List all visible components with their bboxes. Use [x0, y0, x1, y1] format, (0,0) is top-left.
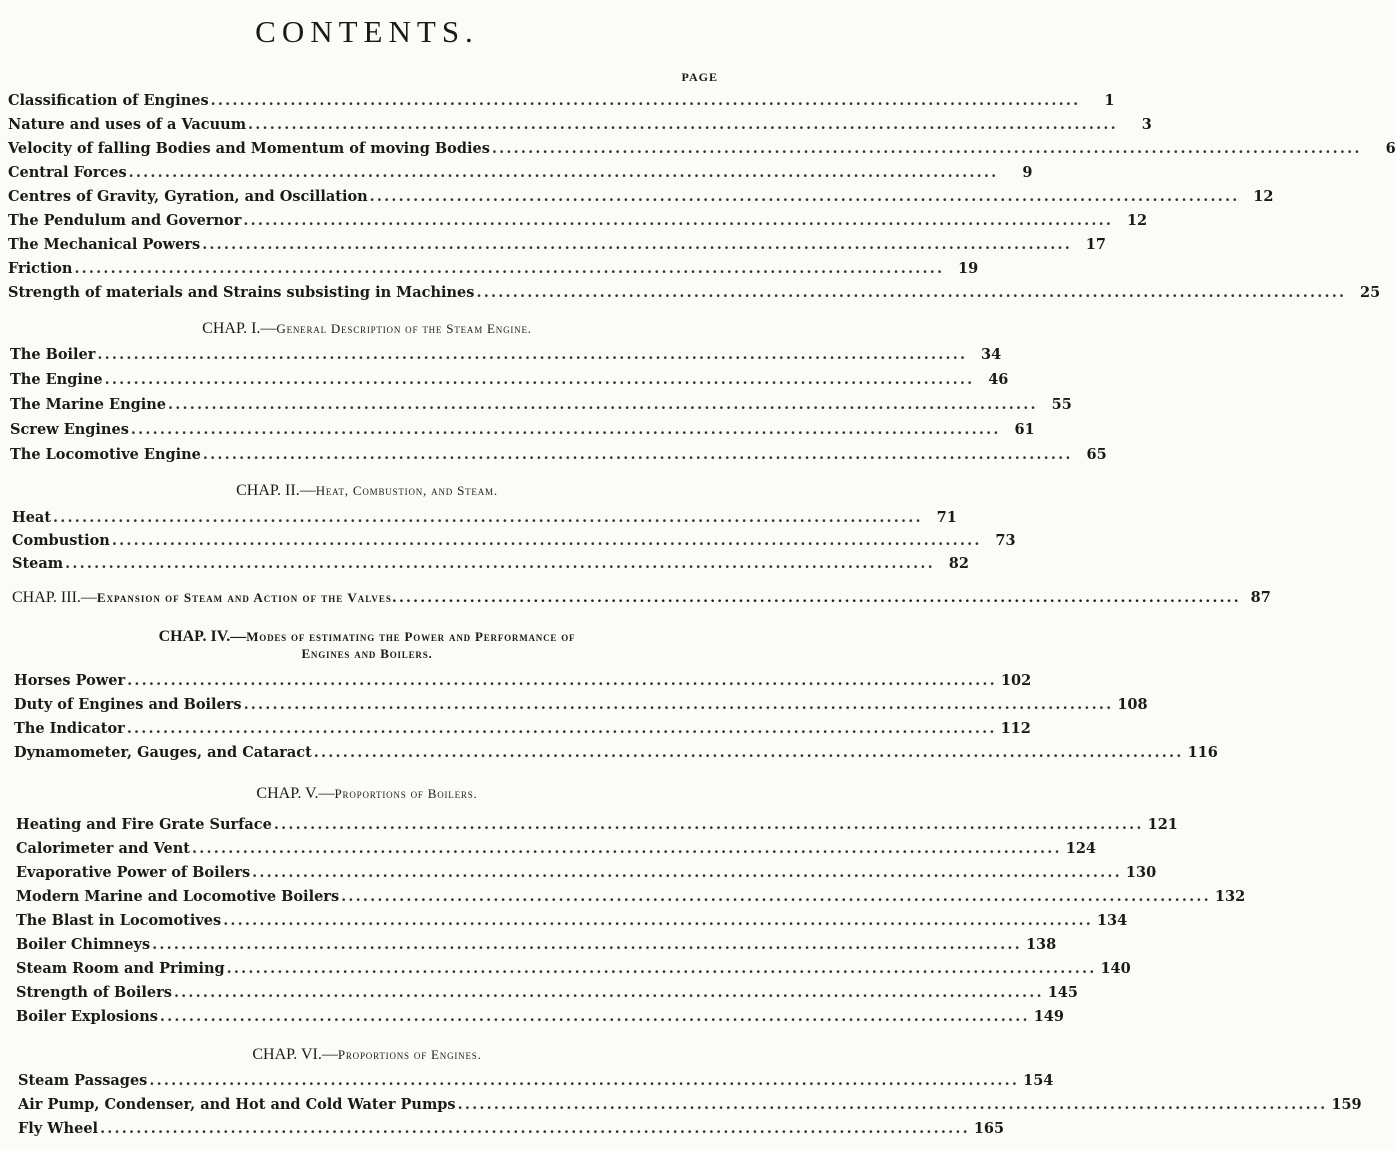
leader-dots: ........................................................................................................................	[341, 888, 1211, 905]
chapter-number: CHAP. V.—	[256, 785, 335, 802]
toc-entry-label: Air Pump, Condenser, and Hot and Cold Water Pumps	[18, 1096, 456, 1113]
toc-entry	[16, 862, 1157, 884]
chapter-heading	[0, 320, 734, 338]
toc-entry-page: 6	[1385, 140, 1396, 157]
toc-entry-page: 108	[1117, 696, 1148, 713]
toc-entry-label: The Locomotive Engine	[10, 446, 201, 463]
toc-entry	[18, 1070, 1054, 1092]
leader-dots: ........................................................................................................................	[391, 590, 1241, 606]
toc-entry-page: 65	[1086, 446, 1107, 463]
leader-dots: ........................................................................................................................	[273, 816, 1144, 833]
toc-entry-page: 138	[1025, 936, 1057, 953]
toc-entry-label: Calorimeter and Vent	[16, 840, 190, 857]
toc-entry-page: 165	[973, 1120, 1005, 1137]
toc-entry-page: 9	[1022, 164, 1033, 181]
toc-entry-label: Friction	[8, 260, 73, 277]
toc-entry	[10, 344, 1002, 366]
toc-entry	[8, 210, 1148, 232]
toc-entry-label: The Pendulum and Governor	[8, 212, 242, 229]
toc-entry	[16, 982, 1078, 1004]
toc-entry-page: 145	[1047, 984, 1078, 1001]
leader-dots: ........................................................................................................................	[104, 371, 975, 388]
leader-dots: ........................................................................................................................	[111, 532, 982, 549]
toc-entry	[8, 114, 1152, 136]
toc-entry-label: Modern Marine and Locomotive Boilers	[16, 888, 340, 905]
toc-entry-label: Strength of Boilers	[16, 984, 172, 1001]
leader-dots: ........................................................................................................................	[152, 936, 1022, 953]
toc-entry-page: 121	[1147, 816, 1178, 833]
toc-entry-label: Heat	[12, 509, 52, 526]
leader-dots: ........................................................................................................................	[252, 864, 1122, 881]
leader-dots: ........................................................................................................................	[159, 1008, 1030, 1025]
chapter-heading	[0, 785, 734, 803]
chapter-heading	[0, 628, 734, 662]
toc-entry-page: 12	[1126, 212, 1148, 229]
chapter-title: Heat, Combustion, and Steam.	[315, 483, 498, 498]
toc-entry-label: The Marine Engine	[10, 396, 167, 413]
toc-entry-page: 25	[1360, 284, 1381, 301]
leader-dots: ........................................................................................................................	[168, 396, 1038, 413]
toc-entry-page: 12	[1253, 188, 1274, 205]
toc-entry-label: Centres of Gravity, Gyration, and Oscillation	[8, 188, 368, 205]
toc-entry	[8, 282, 1381, 304]
toc-entry-page: 112	[1000, 720, 1031, 737]
toc-entry	[12, 530, 1016, 552]
toc-entry-label: Heating and Fire Grate Surface	[16, 816, 272, 833]
toc-entry	[8, 234, 1106, 256]
leader-dots: ........................................................................................................................	[100, 1120, 970, 1137]
toc-entry-page: 46	[988, 371, 1009, 388]
page-column-header: PAGE	[681, 70, 718, 84]
toc-entry	[14, 742, 1218, 764]
leader-dots: ........................................................................................................................	[243, 696, 1114, 713]
leader-dots: ........................................................................................................................	[457, 1096, 1328, 1113]
toc-entry-label: Fly Wheel	[18, 1120, 99, 1137]
toc-entry	[10, 394, 1072, 416]
toc-entry	[16, 934, 1057, 956]
toc-entry-page: 116	[1187, 744, 1218, 761]
toc-entry-label: Combustion	[12, 532, 110, 549]
toc-entry	[16, 1006, 1064, 1028]
leader-dots: ........................................................................................................................	[173, 984, 1044, 1001]
toc-entry-label: Steam Room and Priming	[16, 960, 225, 977]
toc-entry-label: The Boiler	[10, 346, 96, 363]
leader-dots: ........................................................................................................................	[97, 346, 968, 363]
toc-entry	[16, 958, 1131, 980]
toc-entry	[12, 507, 957, 529]
chapter-heading	[12, 587, 1271, 609]
toc-entry	[8, 162, 1033, 184]
toc-entry-label: The Indicator	[14, 720, 125, 737]
toc-entry-page: 3	[1141, 116, 1152, 133]
toc-entry	[14, 670, 1032, 692]
toc-entry	[8, 258, 979, 280]
toc-entry-label: Horses Power	[14, 672, 126, 689]
toc-entry-page: 55	[1051, 396, 1072, 413]
page-title: CONTENTS.	[255, 14, 479, 49]
toc-entry	[14, 718, 1031, 740]
toc-entry-label: Screw Engines	[10, 421, 129, 438]
toc-entry	[16, 838, 1097, 860]
chapter-number: CHAP. II.—	[236, 482, 316, 499]
leader-dots: ........................................................................................................................	[126, 720, 997, 737]
toc-entry-label: Dynamometer, Gauges, and Cataract	[14, 744, 312, 761]
toc-entry	[18, 1118, 1005, 1140]
leader-dots: ........................................................................................................................	[226, 960, 1097, 977]
toc-entry-page: 154	[1023, 1072, 1054, 1089]
toc-entry-page: 132	[1214, 888, 1246, 905]
leader-dots: ........................................................................................................................	[491, 140, 1362, 157]
leader-dots: ........................................................................................................................	[202, 236, 1072, 253]
leader-dots: ........................................................................................................................	[128, 164, 999, 181]
toc-entry-page: 140	[1100, 960, 1131, 977]
toc-entry	[16, 910, 1128, 932]
leader-dots: ........................................................................................................................	[210, 92, 1081, 109]
chapter-title-continued: Engines and Boilers.	[301, 646, 433, 661]
toc-entry	[8, 186, 1274, 208]
leader-dots: ........................................................................................................................	[476, 284, 1347, 301]
leader-dots: ........................................................................................................................	[130, 421, 1001, 438]
leader-dots: ........................................................................................................................	[127, 672, 997, 689]
leader-dots: ........................................................................................................................	[53, 509, 923, 526]
chapter-title: General Description of the Steam Engine.	[276, 321, 532, 336]
toc-entry-label: Boiler Explosions	[16, 1008, 158, 1025]
toc-entry-label: The Blast in Locomotives	[16, 912, 222, 929]
leader-dots: ........................................................................................................................	[313, 744, 1184, 761]
leader-dots: ........................................................................................................................	[248, 116, 1118, 133]
toc-entry-page: 73	[995, 532, 1016, 549]
chapter-number: CHAP. IV.—	[158, 628, 247, 645]
toc-entry	[8, 138, 1396, 160]
leader-dots: ........................................................................................................................	[202, 446, 1073, 463]
toc-entry-page: 149	[1033, 1008, 1064, 1025]
leader-dots: ........................................................................................................................	[74, 260, 945, 277]
toc-entry-page: 130	[1125, 864, 1157, 881]
toc-entry-page: 1	[1104, 92, 1115, 109]
chapter-number: CHAP. VI.—	[252, 1046, 338, 1063]
chapter-title: Modes of estimating the Power and Performance of	[246, 629, 576, 644]
toc-entry-page: 82	[948, 555, 969, 572]
toc-entry-label: Evaporative Power of Boilers	[16, 864, 251, 881]
toc-entry-label: Central Forces	[8, 164, 127, 181]
chapter-number: CHAP. III.—	[12, 589, 97, 606]
toc-entry	[16, 886, 1246, 908]
chapter-title: Expansion of Steam and Action of the Valves	[96, 590, 392, 605]
toc-entry-label: Strength of materials and Strains subsisting in Machines	[8, 284, 475, 301]
toc-entry	[10, 444, 1107, 466]
toc-entry	[10, 419, 1035, 441]
toc-entry-label: Classification of Engines	[8, 92, 209, 109]
leader-dots: ........................................................................................................................	[65, 555, 935, 572]
leader-dots: ........................................................................................................................	[191, 840, 1062, 857]
toc-entry	[18, 1094, 1362, 1116]
toc-entry-label: The Engine	[10, 371, 103, 388]
chapter-heading	[0, 482, 734, 500]
toc-entry	[16, 814, 1178, 836]
toc-entry-label: Velocity of falling Bodies and Momentum of moving Bodies	[8, 140, 490, 157]
toc-entry-label: Nature and uses of a Vacuum	[8, 116, 247, 133]
toc-entry	[12, 553, 969, 575]
toc-entry-label: Steam	[12, 555, 64, 572]
toc-entry-page: 124	[1065, 840, 1097, 857]
toc-entry-page: 71	[936, 509, 957, 526]
toc-entry-page: 61	[1014, 421, 1035, 438]
toc-entry-page: 87	[1250, 589, 1271, 606]
chapter-number: CHAP. I.—	[202, 320, 277, 337]
chapter-title: Proportions of Boilers.	[334, 786, 478, 801]
chapter-title: Proportions of Engines.	[337, 1047, 482, 1062]
toc-entry-page: 159	[1331, 1096, 1362, 1113]
leader-dots: ........................................................................................................................	[369, 188, 1240, 205]
toc-entry-label: Boiler Chimneys	[16, 936, 151, 953]
toc-entry-label: The Mechanical Powers	[8, 236, 201, 253]
toc-entry	[14, 694, 1148, 716]
leader-dots: ........................................................................................................................	[223, 912, 1093, 929]
toc-entry-label: Duty of Engines and Boilers	[14, 696, 242, 713]
toc-entry-page: 19	[958, 260, 979, 277]
leader-dots: ........................................................................................................................	[243, 212, 1114, 229]
toc-entry	[8, 90, 1115, 112]
toc-entry-page: 17	[1085, 236, 1106, 253]
toc-entry-page: 102	[1000, 672, 1032, 689]
toc-entry-label: Steam Passages	[18, 1072, 148, 1089]
toc-entry-page: 134	[1096, 912, 1128, 929]
toc-entry-page: 34	[981, 346, 1002, 363]
chapter-heading	[0, 1046, 734, 1064]
leader-dots: ........................................................................................................................	[149, 1072, 1020, 1089]
toc-entry	[10, 369, 1009, 391]
